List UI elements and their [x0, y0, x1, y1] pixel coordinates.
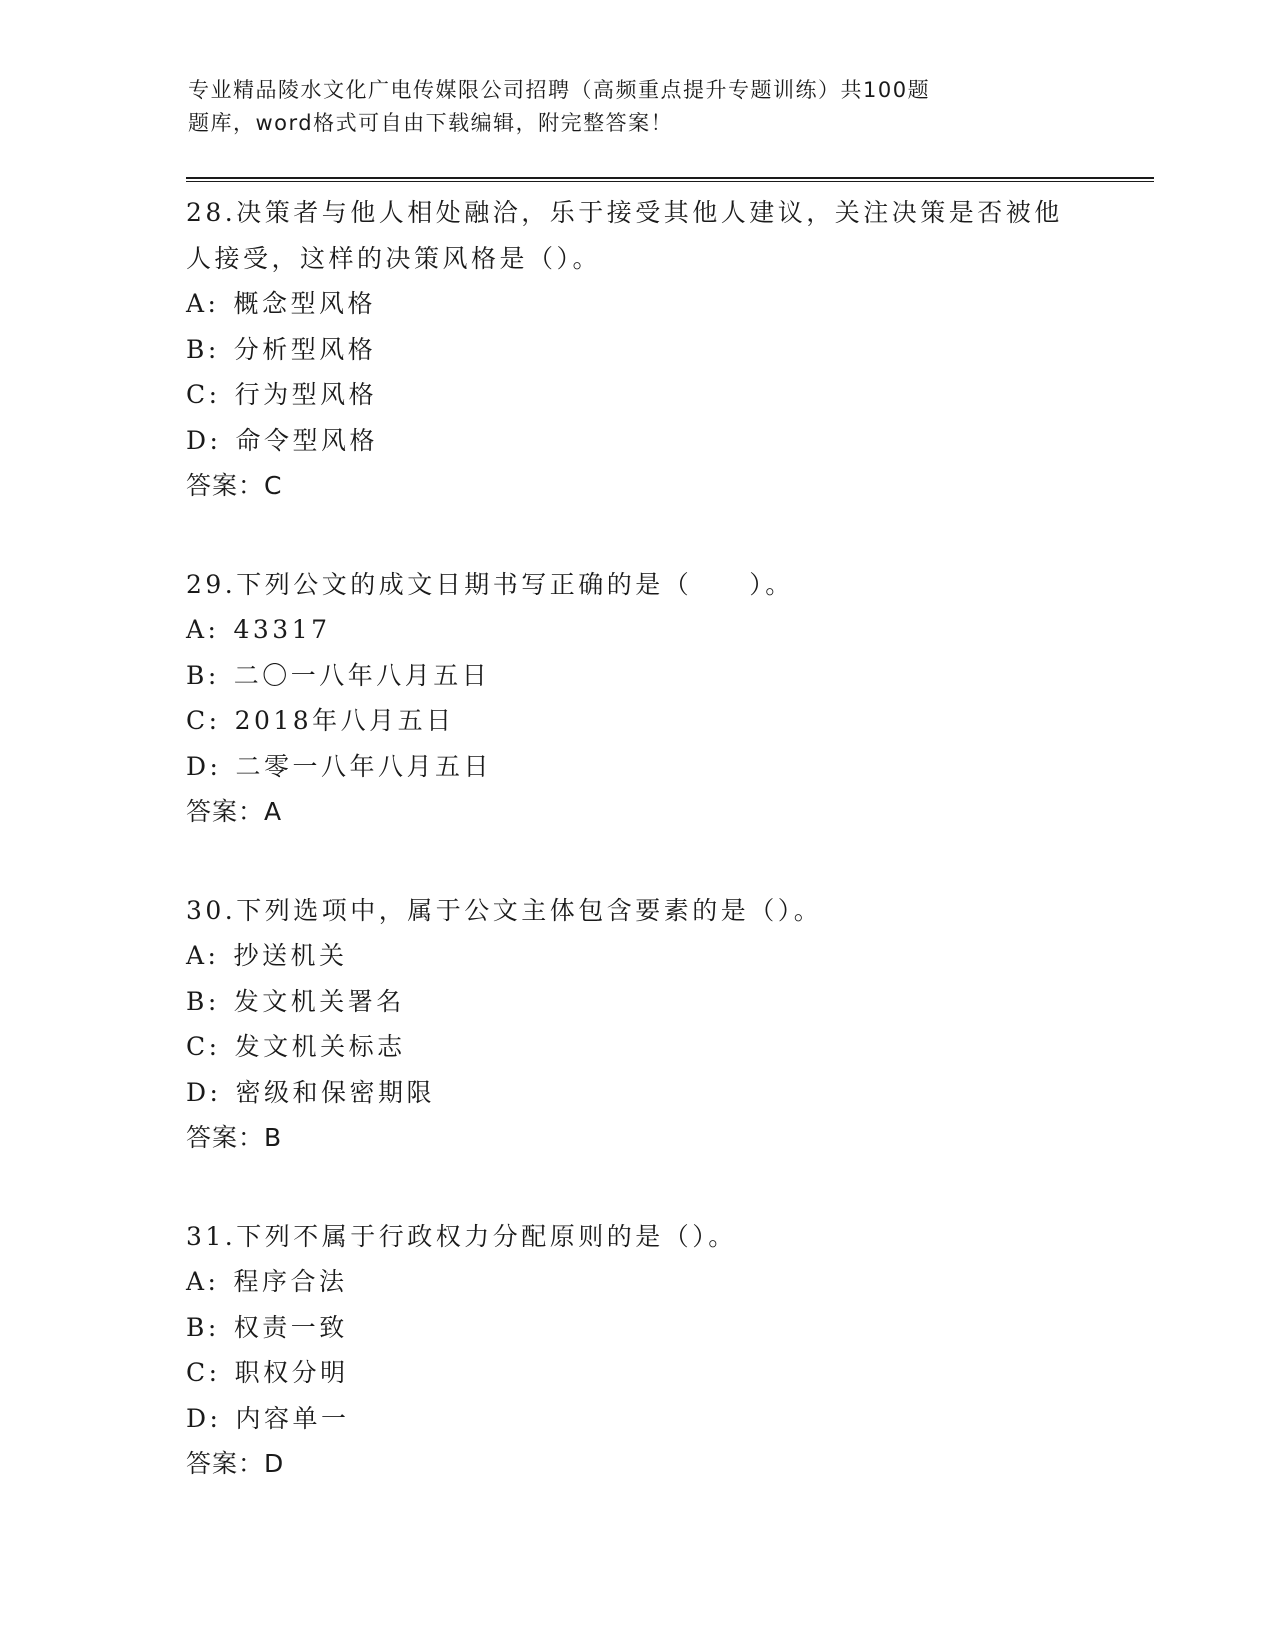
option-c	[186, 1024, 1146, 1070]
option-text: 概念型风格	[233, 289, 376, 318]
option-letter: B:	[186, 986, 220, 1016]
option-a	[186, 933, 1146, 979]
option-text: 密级和保密期限	[235, 1077, 435, 1107]
question-30	[186, 888, 1146, 1161]
option-letter: D:	[186, 1403, 222, 1433]
option-text: 分析型风格	[233, 334, 377, 364]
option-c	[186, 1350, 1146, 1396]
answer-line: 答案：C	[186, 471, 283, 500]
header-divider-thin	[186, 181, 1154, 182]
option-text: 内容单一	[235, 1403, 350, 1433]
option-b	[186, 653, 1146, 699]
option-b	[186, 979, 1146, 1025]
option-letter: A:	[186, 615, 220, 644]
option-letter: B:	[186, 1312, 220, 1342]
question-31	[186, 1214, 1146, 1487]
option-letter: B:	[186, 660, 220, 690]
option-text: 程序合法	[233, 1267, 348, 1296]
option-d	[186, 744, 1146, 790]
option-c	[186, 372, 1146, 418]
answer-line: 答案：A	[186, 797, 283, 826]
option-b	[186, 327, 1146, 373]
option-text: 2018年八月五日	[234, 706, 455, 735]
option-text: 行为型风格	[234, 380, 378, 409]
question-28	[186, 190, 1146, 509]
option-text: 二〇一八年八月五日	[233, 660, 491, 690]
option-a	[186, 1259, 1146, 1305]
option-text: 职权分明	[234, 1358, 349, 1387]
option-text: 抄送机关	[233, 941, 348, 970]
option-a	[186, 281, 1146, 327]
option-a	[186, 607, 1146, 653]
option-text: 发文机关标志	[234, 1032, 406, 1061]
answer-line: 答案：B	[186, 1123, 283, 1152]
answer-line: 答案：D	[186, 1449, 285, 1478]
question-stem: 30.下列选项中，属于公文主体包含要素的是（）。	[186, 895, 823, 925]
option-letter: C:	[186, 706, 221, 735]
option-letter: C:	[186, 1358, 221, 1387]
question-29	[186, 562, 1146, 835]
question-stem: 28.决策者与他人相处融洽，乐于接受其他人建议，关注决策是否被他	[186, 198, 1063, 227]
option-text: 43317	[233, 615, 331, 644]
option-text: 二零一八年八月五日	[235, 751, 492, 781]
document-header	[188, 74, 1068, 140]
option-text: 命令型风格	[235, 425, 378, 455]
option-letter: A:	[186, 289, 220, 318]
option-text: 权责一致	[233, 1312, 348, 1342]
question-list	[186, 190, 1146, 1540]
question-stem: 人接受，这样的决策风格是（）。	[186, 243, 602, 273]
option-letter: A:	[186, 1267, 220, 1296]
option-d	[186, 1396, 1146, 1442]
option-d	[186, 1070, 1146, 1116]
option-letter: D:	[186, 1077, 222, 1107]
option-d	[186, 418, 1146, 464]
question-stem: 31.下列不属于行政权力分配原则的是（）。	[186, 1221, 737, 1251]
header-line-1: 专业精品陵水文化广电传媒限公司招聘（高频重点提升专题训练）共100题	[188, 78, 931, 102]
option-b	[186, 1305, 1146, 1351]
option-letter: C:	[186, 1032, 221, 1061]
option-letter: D:	[186, 751, 222, 781]
option-letter: D:	[186, 425, 222, 455]
option-letter: B:	[186, 334, 220, 364]
option-letter: C:	[186, 380, 221, 409]
question-stem: 29.下列公文的成文日期书写正确的是（ ）。	[186, 569, 794, 599]
option-text: 发文机关署名	[233, 986, 405, 1016]
option-letter: A:	[186, 941, 220, 970]
option-c	[186, 698, 1146, 744]
header-divider-thick	[186, 177, 1154, 179]
header-line-2: 题库，word格式可自由下载编辑，附完整答案！	[188, 111, 674, 135]
